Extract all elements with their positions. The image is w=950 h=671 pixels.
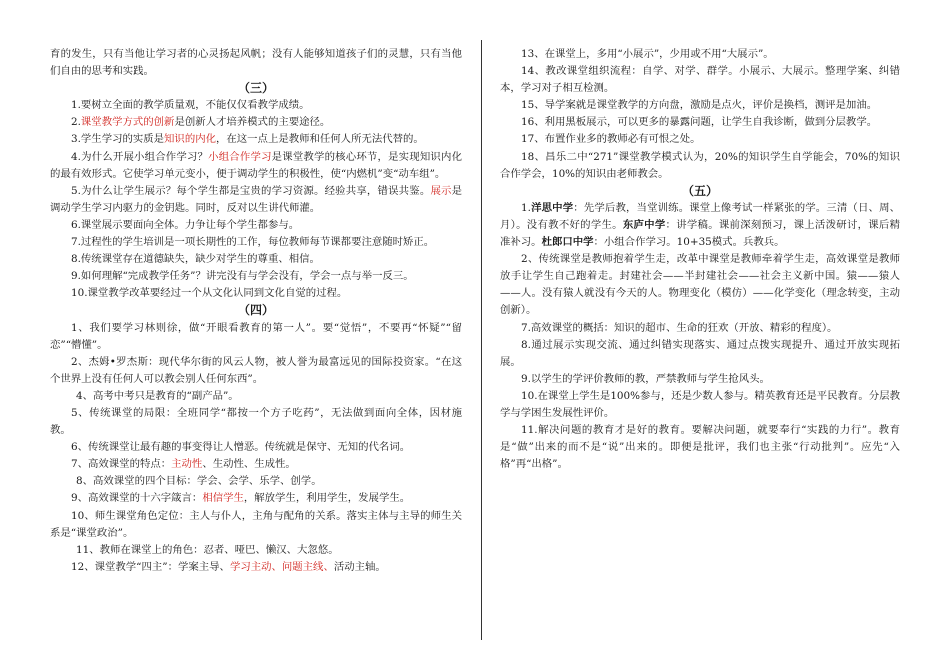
section-heading-3: （三）: [237, 81, 274, 96]
school-name: 东庐中学: [622, 218, 666, 231]
column-divider: [481, 40, 482, 640]
item-3-6: 6.课堂展示要面向全体。力争让每个学生都参与。: [71, 218, 300, 231]
school-name: 洋思中学: [530, 201, 574, 214]
item-5-8: 8.通过展示实现交流、通过纠错实现落实、通过点拨实现提升、通过开放实现拓展。: [500, 338, 900, 368]
item-3-3: 3.学生学习的实质是知识的内化，在这一点上是教师和任何人所无法代替的。: [71, 133, 424, 146]
right-column: [500, 46, 900, 473]
highlight-text: 课堂教学方式的创新: [80, 116, 175, 129]
highlight-text: 相信学生: [202, 492, 244, 505]
item-5-11: 11.解决问题的教育才是好的教育。要解决问题，就要奉行“实践的力行”。教育是“做”出来的而不是“说”出来的。即便是批评，我们也主张“行动批判”。应先“入格”再“出格”。: [500, 424, 900, 471]
item-4-9: 9、高效课堂的十六字箴言：相信学生，解放学生，利用学生，发展学生。: [71, 492, 411, 505]
item-3-5: 5.为什么让学生展示？每个学生都是宝贵的学习资源。经验共享，错误共鉴。展示是调动学生学习内驱力的金钥匙。同时，反对以生讲代师灌。: [50, 184, 462, 214]
highlight-text: 知识的内化: [164, 133, 216, 146]
item-4-16: 16、利用黑板展示，可以更多的暴露问题，让学生自我诊断，做到分层教学。: [521, 116, 878, 129]
item-4-11: 11、教师在课堂上的角色：忍者、哑巴、懒汉、大忽悠。: [76, 543, 339, 556]
school-name: 杜郎口中学: [541, 236, 594, 249]
item-3-10: 10.课堂教学改革要经过一个从文化认同到文化自觉的过程。: [71, 287, 348, 300]
highlight-text: 学习主动、问题主线、: [229, 560, 334, 573]
item-5-2: 2、传统课堂是教师抱着学生走，改革中课堂是教师牵着学生走，高效课堂是教师放手让学生自己跑着走。封建社会——半封建社会——社会主义新中国。猿——猿人——人。没有猿人就没有今天的人。物理变化（模仿）——化学变化（理念转变，主动创新）。: [500, 253, 900, 317]
item-3-7: 7.过程性的学生培训是一项长期性的工作，每位教师每节课都要注意随时矫正。: [71, 236, 435, 249]
highlight-text: 主动性: [171, 458, 203, 471]
highlight-text: 小组合作学习: [208, 150, 272, 163]
item-5-7: 7.高效课堂的概括：知识的超市、生命的狂欢（开放、精彩的程度）。: [521, 321, 838, 334]
item-4-7: 7、高效课堂的特点：主动性、生动性、生成性。: [71, 458, 296, 471]
item-4-10: 10、师生课堂角色定位：主人与仆人，主角与配角的关系。落实主体与主导的师生关系是“课堂政治”。: [50, 509, 462, 539]
item-3-9: 9.如何理解“完成教学任务”？讲完没有与学会没有，学会一点与举一反三。: [71, 270, 414, 283]
item-5-9: 9.以学生的学评价教师的教，严禁教师与学生抢风头。: [521, 372, 770, 385]
intro-paragraph: 育的发生，只有当他让学习者的心灵扬起风帆；没有人能够知道孩子们的灵慧，只有当他们自由的思考和实践。: [50, 48, 462, 78]
item-3-4: 4.为什么开展小组合作学习？小组合作学习是课堂教学的核心环节，是实现知识内化的最有效形式。它使学习单元变小，便于调动学生的积极性，使“内燃机”变“动车组”。: [50, 150, 462, 180]
item-4-17: 17、布置作业多的教师必有可恨之处。: [521, 133, 701, 146]
item-4-2: 2、杰姆•罗杰斯：现代华尔街的风云人物，被人誉为最富远见的国际投资家。“在这个世界上没有任何人可以教会别人任何东西”。: [50, 355, 462, 385]
item-4-5: 5、传统课堂的局限：全班同学“都按一个方子吃药”，无法做到面向全体，因材施教。: [50, 406, 462, 437]
item-4-14: 14、教改课堂组织流程：自学、对学、群学。小展示、大展示。整理学案、纠错本，学习对子相互检测。: [500, 65, 900, 95]
item-4-12: 12、课堂教学“四主”：学案主导、学习主动、问题主线、活动主轴。: [71, 560, 386, 573]
item-4-15: 15、导学案就是课堂教学的方向盘，激励是点火，评价是换档，测评是加油。: [521, 99, 878, 112]
item-5-1: 1.洋思中学：先学后教，当堂训练。课堂上像考试一样紧张的学。三清（日、周、月）。没有教不好的学生。东庐中学：讲学稿。课前深刻预习，课上活泼研讨，课后精准补习。杜郎口中学：小组合作学习。10+35模式。兵教兵。: [500, 201, 901, 249]
item-4-6: 6、传统课堂让最有趣的事变得让人憎恶。传统就是保守、无知的代名词。: [71, 441, 411, 454]
item-4-8: 8、高效课堂的四个目标：学会、会学、乐学、创学。: [76, 475, 322, 488]
section-heading-5: （五）: [681, 183, 718, 198]
highlight-text: 展示: [430, 184, 452, 197]
item-3-1: 1.要树立全面的教学质量观，不能仅仅看教学成绩。: [71, 99, 310, 112]
item-4-13: 13、在课堂上，多用“小展示”，少用或不用“大展示”。: [521, 48, 774, 60]
item-4-4: 4、高考中考只是教育的“副产品”。: [76, 389, 239, 402]
item-4-18: 18、昌乐二中“271”课堂教学模式认为，20%的知识学生自学能会，70%的知识合作学会，10%的知识由老师教会。: [500, 150, 900, 180]
section-heading-4: （四）: [237, 303, 274, 318]
item-4-1: 1、我们要学习林则徐，做“开眼看教育的第一人”。要“觉悟”，不要再“怀疑”“留恋”“懵懂”。: [50, 321, 462, 351]
item-5-10: 10.在课堂上学生是100%参与，还是少数人参与。精英教育还是平民教育。分层教学与学困生发展性评价。: [500, 389, 900, 419]
item-3-8: 8.传统课堂存在道德缺失，缺少对学生的尊重、相信。: [71, 253, 320, 266]
left-column: [50, 46, 462, 576]
item-3-2: 2.课堂教学方式的创新是创新人才培养模式的主要途径。: [71, 116, 331, 129]
